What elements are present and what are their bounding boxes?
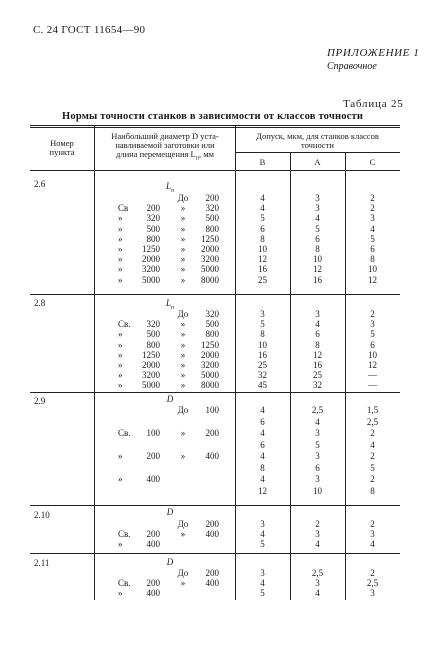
range-from: 320 (146, 319, 160, 330)
range-prefix: » (118, 223, 123, 234)
range-from: 2000 (142, 254, 160, 265)
tolerance-class-c: 12 (368, 274, 377, 285)
range-to-label: » (180, 203, 186, 214)
appendix-title: ПРИЛОЖЕНИЕ 1 (327, 47, 420, 59)
range-to: 8000 (201, 380, 219, 391)
range-to: 200 (205, 519, 219, 529)
tolerance-class-a: 5 (315, 439, 320, 450)
range-prefix: » (118, 370, 123, 381)
range-prefix: » (118, 213, 123, 224)
parameter-symbol: D (166, 394, 174, 404)
range-prefix: » (118, 233, 123, 244)
table-number: Таблица 25 (343, 98, 404, 110)
class-c-header: С (369, 157, 376, 167)
tolerance-class-a: 12 (313, 349, 322, 360)
tolerance-class-a: 8 (315, 244, 320, 254)
range-from: 200 (146, 203, 160, 214)
range-to: 800 (205, 329, 219, 340)
range-to: 100 (205, 405, 219, 415)
range-from: 1250 (142, 349, 160, 360)
range-to-label: » (180, 451, 186, 461)
range-from: 800 (146, 233, 160, 244)
tolerance-class-b: 8 (260, 329, 265, 340)
range-prefix: » (118, 451, 123, 461)
tolerance-class-c: 2 (370, 193, 375, 203)
tolerance-class-c: 3 (370, 528, 375, 539)
tolerance-class-a: 5 (315, 223, 320, 234)
item-number: 2.6 (34, 179, 46, 189)
tolerance-class-a: 8 (315, 339, 320, 350)
item-number: 2.8 (34, 298, 46, 308)
tolerance-class-a: 4 (315, 319, 320, 330)
range-to-label: » (180, 244, 186, 254)
range-from: 100 (146, 428, 160, 438)
tolerance-class-a: 4 (315, 587, 320, 598)
tolerance-class-b: 4 (260, 428, 265, 438)
range-to-label: До (177, 568, 189, 578)
range-prefix: » (118, 360, 123, 370)
range-prefix: » (118, 339, 123, 350)
tolerance-class-c: 10 (368, 349, 377, 360)
range-from: 2000 (142, 360, 160, 370)
range-from: 400 (146, 587, 160, 598)
range-to: 1250 (201, 339, 219, 350)
tolerance-class-b: 6 (260, 439, 265, 450)
range-prefix: Св. (118, 577, 131, 588)
tolerance-class-a: 3 (315, 474, 320, 484)
range-from: 200 (146, 528, 160, 539)
range-to: 8000 (201, 274, 219, 285)
item-number: 2.11 (34, 558, 50, 568)
range-from: 5000 (142, 380, 160, 391)
tolerance-table (30, 125, 400, 664)
tolerance-class-a: 3 (315, 193, 320, 203)
tolerance-class-b: 16 (258, 264, 267, 275)
tolerance-class-c: — (368, 380, 377, 391)
class-b-header: В (259, 157, 266, 167)
tolerance-class-c: 2 (370, 309, 375, 319)
tolerance-class-a: 2,5 (311, 405, 324, 415)
range-from: 400 (146, 538, 160, 549)
tolerance-class-a: 25 (313, 370, 322, 381)
range-to-label: До (177, 309, 189, 319)
tolerance-class-b: 10 (258, 339, 267, 350)
range-to-label: » (180, 370, 186, 381)
tolerance-class-c: — (368, 370, 377, 381)
tolerance-class-a: 6 (315, 462, 320, 473)
tolerance-class-b: 5 (260, 538, 265, 549)
tolerance-class-b: 4 (260, 474, 265, 484)
tolerance-class-a: 4 (315, 538, 320, 549)
range-to: 5000 (201, 370, 219, 381)
range-to-label: » (180, 428, 186, 438)
range-from: 500 (146, 223, 160, 234)
range-to: 3200 (201, 360, 219, 370)
range-from: 200 (146, 451, 160, 461)
tolerance-class-c: 2 (370, 451, 375, 461)
tolerance-class-c: 10 (368, 264, 377, 275)
tolerance-class-b: 6 (260, 223, 265, 234)
range-to: 200 (205, 193, 219, 203)
range-to: 500 (205, 213, 219, 224)
range-from: 320 (146, 213, 160, 224)
tolerance-class-b: 6 (260, 416, 265, 427)
tolerance-class-c: 2 (370, 474, 375, 484)
item-number: 2.10 (34, 510, 50, 520)
tolerance-class-c: 2,5 (366, 577, 379, 588)
tolerance-class-a: 3 (315, 528, 320, 539)
tolerance-class-a: 32 (313, 380, 322, 391)
item-number: 2.9 (34, 396, 46, 406)
tolerance-class-c: 6 (370, 244, 375, 254)
tolerance-class-c: 3 (370, 213, 375, 224)
range-prefix: » (118, 254, 123, 265)
tolerance-class-a: 2 (315, 519, 320, 529)
tolerance-class-b: 4 (260, 577, 265, 588)
range-to: 400 (205, 577, 219, 588)
tolerance-class-b: 16 (258, 349, 267, 360)
tolerance-class-c: 2 (370, 568, 375, 578)
range-prefix: Св (118, 203, 129, 214)
range-to: 400 (205, 528, 219, 539)
range-to: 800 (205, 223, 219, 234)
tolerance-class-a: 16 (313, 360, 322, 370)
parameter-header: Наибольший диаметр D уста- навливаемой заготовки или длина перемещения $L_п$, мм (111, 131, 219, 162)
tolerance-class-c: 1,5 (366, 405, 379, 415)
range-prefix: » (118, 538, 123, 549)
parameter-symbol: $L_п$ (165, 181, 174, 194)
range-to: 5000 (201, 264, 219, 275)
range-prefix: Св. (118, 528, 131, 539)
range-to-label: » (180, 274, 186, 285)
range-prefix: » (118, 244, 123, 254)
tolerance-class-c: 2,5 (366, 416, 379, 427)
range-prefix: » (118, 380, 123, 391)
tolerance-class-a: 4 (315, 213, 320, 224)
tolerance-class-c: 4 (370, 538, 375, 549)
range-to-label: » (180, 233, 186, 244)
range-to: 200 (205, 568, 219, 578)
tolerance-class-c: 2 (370, 428, 375, 438)
page-header: С. 24 ГОСТ 11654—90 (33, 24, 146, 36)
range-to: 320 (205, 309, 219, 319)
range-to: 320 (205, 203, 219, 214)
tolerance-class-b: 5 (260, 319, 265, 330)
range-to: 500 (205, 319, 219, 330)
tolerance-class-c: 8 (370, 485, 375, 496)
range-to-label: » (180, 339, 186, 350)
range-from: 1250 (142, 244, 160, 254)
range-to-label: До (177, 193, 189, 203)
tolerance-class-b: 10 (258, 244, 267, 254)
range-to-label: » (180, 360, 186, 370)
range-to: 3200 (201, 254, 219, 265)
tolerance-class-b: 12 (258, 254, 267, 265)
item-number-header: Номер пункта (49, 138, 75, 157)
range-prefix: Св. (118, 428, 131, 438)
tolerance-class-a: 2,5 (311, 568, 324, 578)
class-a-header: А (314, 157, 321, 167)
range-to-label: » (180, 329, 186, 340)
parameter-symbol: $L_п$ (165, 298, 174, 311)
range-prefix: » (118, 349, 123, 360)
range-from: 200 (146, 577, 160, 588)
range-to-label: » (180, 380, 186, 391)
tolerance-class-b: 3 (260, 519, 265, 529)
tolerance-class-b: 8 (260, 462, 265, 473)
range-to-label: » (180, 319, 186, 330)
tolerance-class-c: 3 (370, 319, 375, 330)
tolerance-class-c: 2 (370, 203, 375, 214)
tolerance-class-b: 3 (260, 568, 265, 578)
range-from: 500 (146, 329, 160, 340)
tolerance-class-c: 4 (370, 223, 375, 234)
range-to-label: » (180, 213, 186, 224)
range-prefix: » (118, 474, 123, 484)
range-to-label: До (177, 519, 189, 529)
tolerance-class-a: 3 (315, 577, 320, 588)
tolerance-class-b: 12 (258, 485, 267, 496)
range-to-label: » (180, 264, 186, 275)
tolerance-class-c: 5 (370, 462, 375, 473)
tolerance-class-b: 8 (260, 233, 265, 244)
range-from: 400 (146, 474, 160, 484)
tolerance-class-b: 4 (260, 193, 265, 203)
range-to: 1250 (201, 233, 219, 244)
tolerance-class-b: 3 (260, 309, 265, 319)
range-prefix: » (118, 274, 123, 285)
tolerance-class-a: 6 (315, 233, 320, 244)
tolerance-class-b: 4 (260, 203, 265, 214)
tolerance-class-b: 4 (260, 451, 265, 461)
range-to-label: » (180, 254, 186, 265)
range-to-label: До (177, 405, 189, 415)
tolerance-class-b: 4 (260, 405, 265, 415)
tolerance-class-a: 3 (315, 203, 320, 214)
table-title: Нормы точности станков в зависимости от классов точности (62, 111, 364, 122)
tolerance-class-b: 25 (258, 274, 267, 285)
tolerance-class-a: 16 (313, 274, 322, 285)
tolerance-class-b: 25 (258, 360, 267, 370)
range-prefix: » (118, 264, 123, 275)
range-to-label: » (180, 577, 186, 588)
tolerance-class-a: 10 (313, 254, 322, 265)
tolerance-header: Допуск, мкм, для станков классов точности (256, 131, 379, 150)
range-to: 2000 (201, 349, 219, 360)
parameter-symbol: D (166, 507, 174, 517)
tolerance-class-a: 10 (313, 485, 322, 496)
tolerance-class-a: 3 (315, 428, 320, 438)
tolerance-class-a: 3 (315, 451, 320, 461)
range-to: 2000 (201, 244, 219, 254)
range-prefix: Св. (118, 319, 131, 330)
tolerance-class-c: 3 (370, 587, 375, 598)
tolerance-class-a: 12 (313, 264, 322, 275)
parameter-symbol: D (166, 557, 174, 567)
range-to-label: » (180, 528, 186, 539)
appendix-subtitle: Справочное (327, 61, 377, 72)
tolerance-class-b: 5 (260, 213, 265, 224)
range-from: 5000 (142, 274, 160, 285)
tolerance-class-b: 5 (260, 587, 265, 598)
tolerance-class-c: 6 (370, 339, 375, 350)
tolerance-class-a: 3 (315, 309, 320, 319)
range-from: 3200 (142, 264, 160, 275)
tolerance-class-c: 5 (370, 233, 375, 244)
range-to: 400 (205, 451, 219, 461)
range-prefix: » (118, 329, 123, 340)
range-from: 800 (146, 339, 160, 350)
tolerance-class-b: 4 (260, 528, 265, 539)
range-to-label: » (180, 223, 186, 234)
range-from: 3200 (142, 370, 160, 381)
range-to: 200 (205, 428, 219, 438)
tolerance-class-b: 45 (258, 380, 267, 391)
tolerance-class-c: 8 (370, 254, 375, 265)
range-to-label: » (180, 349, 186, 360)
tolerance-class-c: 12 (368, 360, 377, 370)
tolerance-class-a: 6 (315, 329, 320, 340)
range-prefix: » (118, 587, 123, 598)
tolerance-class-c: 4 (370, 439, 375, 450)
tolerance-class-c: 5 (370, 329, 375, 340)
tolerance-class-a: 4 (315, 416, 320, 427)
tolerance-class-b: 32 (258, 370, 267, 381)
tolerance-class-c: 2 (370, 519, 375, 529)
